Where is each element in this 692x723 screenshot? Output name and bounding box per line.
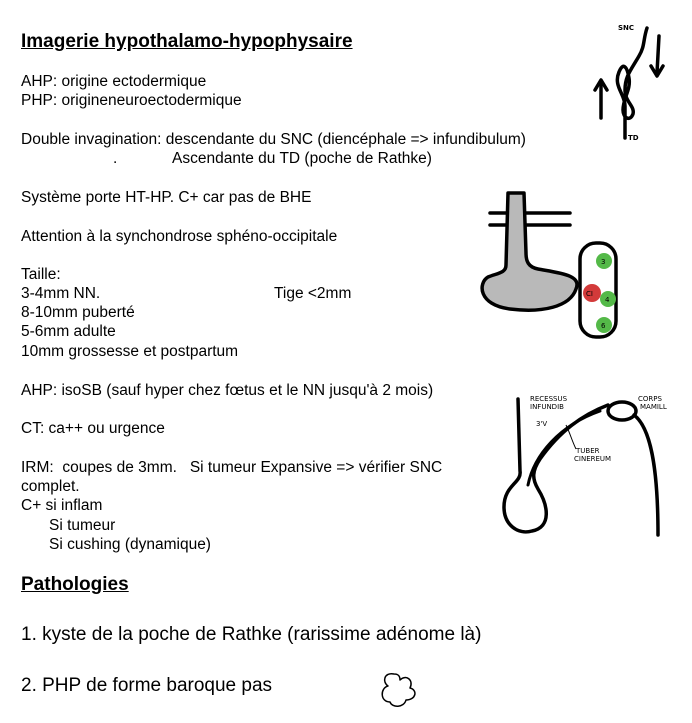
tuber-pointer (566, 425, 576, 449)
td-label: TD (628, 134, 639, 142)
page-title: Imagerie hypothalamo-hypophysaire (21, 31, 353, 52)
tuber-label: TUBER (576, 447, 600, 455)
text-taille-puberte: 8-10mm puberté (21, 304, 135, 321)
third-ventricle-label: 3'V (536, 420, 548, 428)
carotid-label: CI (586, 290, 593, 298)
text-si-cushing: Si cushing (dynamique) (49, 536, 211, 553)
down-arrow-shaft (657, 36, 659, 73)
mammillary-body (608, 402, 636, 420)
sagittal-sketch (500, 385, 680, 545)
corps-label: CORPS (638, 395, 662, 403)
baroque-shape-sketch (378, 670, 418, 710)
pituitary-sketch (480, 185, 625, 345)
text-taille-nn: 3-4mm NN. (21, 285, 101, 302)
snc-label: SNC (618, 24, 635, 32)
recessus-label: RECESSUS (530, 395, 568, 403)
text-taille: Taille: (21, 266, 61, 283)
pathology-item-2: 2. PHP de forme baroque pas (21, 675, 273, 696)
infundib-label: INFUNDIB (530, 403, 564, 411)
text-taille-grossesse: 10mm grossesse et postpartum (21, 343, 239, 360)
infundibulum-outline (504, 399, 608, 532)
nerve-4-label: 4 (605, 296, 610, 304)
text-systeme-porte: Système porte HT-HP. C+ car pas de BHE (21, 189, 312, 206)
text-php: PHP: origineneuroectodermique (21, 92, 242, 109)
text-double-invagination: Double invagination: descendante du SNC (diencéphale => infundibulum) (21, 131, 526, 148)
cinereum-label: CINEREUM (574, 455, 612, 463)
text-irm: IRM: coupes de 3mm. Si tumeur Expansive => vérifier SNC (21, 459, 443, 476)
text-dot: . (113, 150, 118, 167)
text-synchondrose: Attention à la synchondrose sphéno-occipitale (21, 228, 338, 245)
text-ascendante: Ascendante du TD (poche de Rathke) (172, 150, 432, 167)
mamill-label: MAMILL (640, 403, 667, 411)
nerve-3-label: 3 (601, 258, 606, 266)
brainstem-line (634, 415, 658, 535)
text-tige: Tige <2mm (274, 285, 352, 302)
pathology-item-1: 1. kyste de la poche de Rathke (rarissime adénome là) (21, 624, 482, 645)
pituitary-shape (482, 193, 577, 310)
text-ct: CT: ca++ ou urgence (21, 420, 165, 437)
text-taille-adulte: 5-6mm adulte (21, 323, 116, 340)
text-cplus-inflam: C+ si inflam (21, 497, 103, 514)
invagination-sketch (585, 18, 675, 148)
text-ahp-isosb: AHP: isoSB (sauf hyper chez fœtus et le NN jusqu'à 2 mois) (21, 382, 434, 399)
text-irm-complet: complet. (21, 478, 80, 495)
nerve-6-label: 6 (601, 322, 606, 330)
text-si-tumeur: Si tumeur (49, 517, 116, 534)
baroque-doodle (382, 674, 415, 707)
invagination-curve (617, 28, 647, 138)
pathologies-heading: Pathologies (21, 574, 129, 595)
text-ahp: AHP: origine ectodermique (21, 73, 207, 90)
